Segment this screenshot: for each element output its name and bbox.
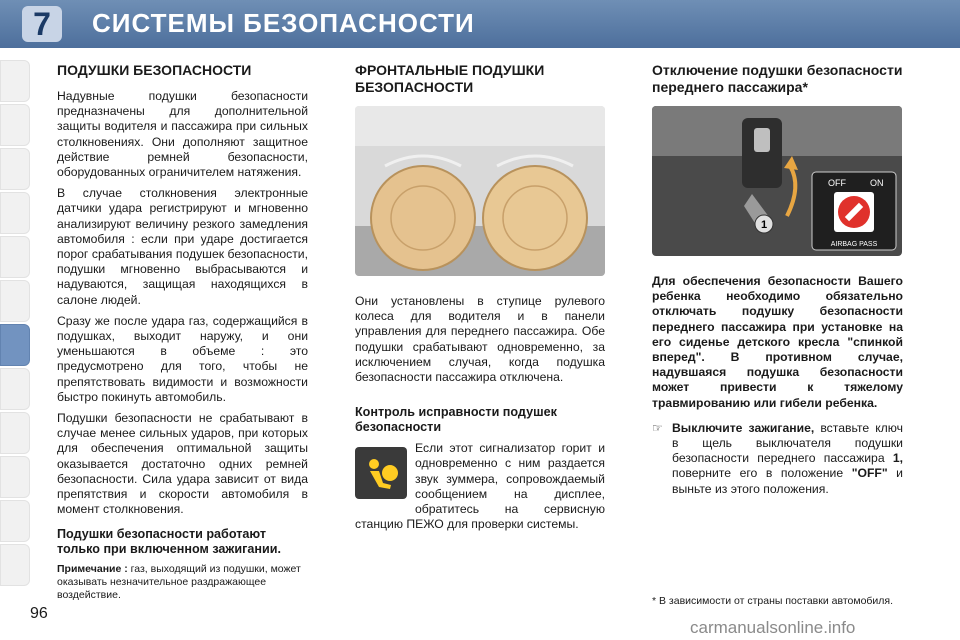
chapter-number: 7 bbox=[22, 6, 62, 42]
airbag-warning-paragraph: Если этот сигнализатор горит и одновременно с ним раздается звук зуммера, сопровождаемый сообщением на дисплее, обратитесь на сервисную станцию ПЕЖО для проверки системы. bbox=[355, 441, 605, 532]
instruction-text-c: и выньте из этого положения. bbox=[672, 466, 903, 496]
chapter-tab-7-active[interactable] bbox=[0, 324, 30, 366]
chapter-tab-4[interactable] bbox=[0, 192, 30, 234]
switch-caption: AIRBAG PASS bbox=[830, 241, 878, 248]
instruction-bold: Выключите зажигание, bbox=[672, 420, 815, 435]
note-label: Примечание : bbox=[57, 563, 128, 576]
watermark: carmanualsonline.info bbox=[690, 618, 856, 637]
chapter-tab-3[interactable] bbox=[0, 148, 30, 190]
column-front-airbags bbox=[355, 62, 605, 538]
chapter-tab-1[interactable] bbox=[0, 60, 30, 102]
airbag-warning-light-icon bbox=[355, 447, 407, 499]
front-airbags-paragraph: Они установлены в ступице рулевого колеса для водителя и в панели управления для переднего пассажира. Обе подушки срабатывают одновременно, за исключением случая, когда подушка безопасности пассажира отключена. bbox=[355, 294, 605, 385]
column-airbags bbox=[57, 62, 308, 608]
chapter-header bbox=[0, 0, 960, 48]
switch-label-on: ON bbox=[870, 178, 884, 188]
airbag-switch-photo bbox=[652, 106, 902, 256]
chapter-tab-12[interactable] bbox=[0, 544, 30, 586]
chapter-tab-6[interactable] bbox=[0, 280, 30, 322]
airbags-paragraph-1: Надувные подушки безопасности предназначены для дополнительной защиты водителя и пассажира при сильных столкновениях. Они дополняют защитное действие ремней безопасности, оборудованных ограничителем натяжения. bbox=[57, 89, 308, 180]
airbags-paragraph-4: Подушки безопасности не срабатывают в случае менее сильных ударов, при которых для обеспечения оптимальной защиты оказывается достаточно одних ремней безопасности. Сила удара зависит от вида препятствия и скорости автомобиля в момент столкновения. bbox=[57, 411, 308, 517]
chapter-tab-11[interactable] bbox=[0, 500, 30, 542]
footnote: * В зависимости от страны поставки автомобиля. bbox=[652, 595, 894, 607]
section-title-airbags: ПОДУШКИ БЕЗОПАСНОСТИ bbox=[57, 62, 252, 78]
airbags-note bbox=[57, 563, 308, 602]
pointing-hand-icon: ☞ bbox=[652, 420, 663, 435]
airbags-paragraph-3: Сразу же после удара газ, содержащийся в подушках, выходит наружу, и они уменьшаются в объеме : это предусмотрено для того, чтобы не препятствовать видимости и возможности быстро покинуть автомобиль. bbox=[57, 313, 308, 404]
column-passenger-deactivation bbox=[652, 62, 903, 497]
airbag-switch-illustration bbox=[652, 106, 902, 256]
child-safety-warning: Для обеспечения безопасности Вашего ребенка необходимо обязательно отключать подушку безопасности переднего пассажира при установке на его сиденье детского кресла "спинкой вперед". В противном случае, надувшаяся подушка безопасности может привести к тяжелому травмированию или гибели ребенка. bbox=[652, 274, 903, 410]
instruction-off: "OFF" bbox=[851, 466, 888, 481]
airbag-check-subtitle: Контроль исправности подушек безопасности bbox=[355, 405, 557, 435]
note-text: газ, выходящий из подушки, может оказывать незначительное раздражающее воздействие. bbox=[57, 563, 301, 602]
section-title-front-airbags: ФРОНТАЛЬНЫЕ ПОДУШКИ БЕЗОПАСНОСТИ bbox=[355, 62, 545, 95]
chapter-tabs bbox=[0, 60, 32, 580]
chapter-tab-10[interactable] bbox=[0, 456, 30, 498]
chapter-tab-9[interactable] bbox=[0, 412, 30, 454]
chapter-tab-8[interactable] bbox=[0, 368, 30, 410]
instruction-text-b: поверните его в положение bbox=[672, 466, 852, 481]
ignition-subtitle: Подушки безопасности работают только при включенном зажигании. bbox=[57, 527, 281, 557]
front-airbags-illustration bbox=[355, 106, 605, 276]
section-title-passenger-deactivation: Отключение подушки безопасности переднего пассажира* bbox=[652, 62, 903, 95]
deactivation-instruction bbox=[652, 421, 903, 497]
switch-callout-1: 1 bbox=[760, 219, 768, 231]
chapter-tab-5[interactable] bbox=[0, 236, 30, 278]
switch-label-off: OFF bbox=[828, 178, 846, 188]
chapter-tab-2[interactable] bbox=[0, 104, 30, 146]
airbag-warning-block bbox=[355, 441, 605, 538]
chapter-title: СИСТЕМЫ БЕЗОПАСНОСТИ bbox=[92, 8, 475, 38]
page-number: 96 bbox=[30, 605, 48, 622]
front-airbags-photo bbox=[355, 106, 605, 276]
instruction-text-a: вставьте ключ в щель выключателя подушки безопасности переднего пассажира bbox=[672, 420, 904, 466]
instruction-position: 1, bbox=[892, 451, 903, 466]
airbags-paragraph-2: В случае столкновения электронные датчики удара регистрируют и мгновенно анализируют величину резкого замедления автомобиля : если при ударе достигается порог срабатывания подушек безопасности, подушки мгновенно выбрасываются и надуваются, защищая находящихся в салоне людей. bbox=[57, 186, 308, 307]
